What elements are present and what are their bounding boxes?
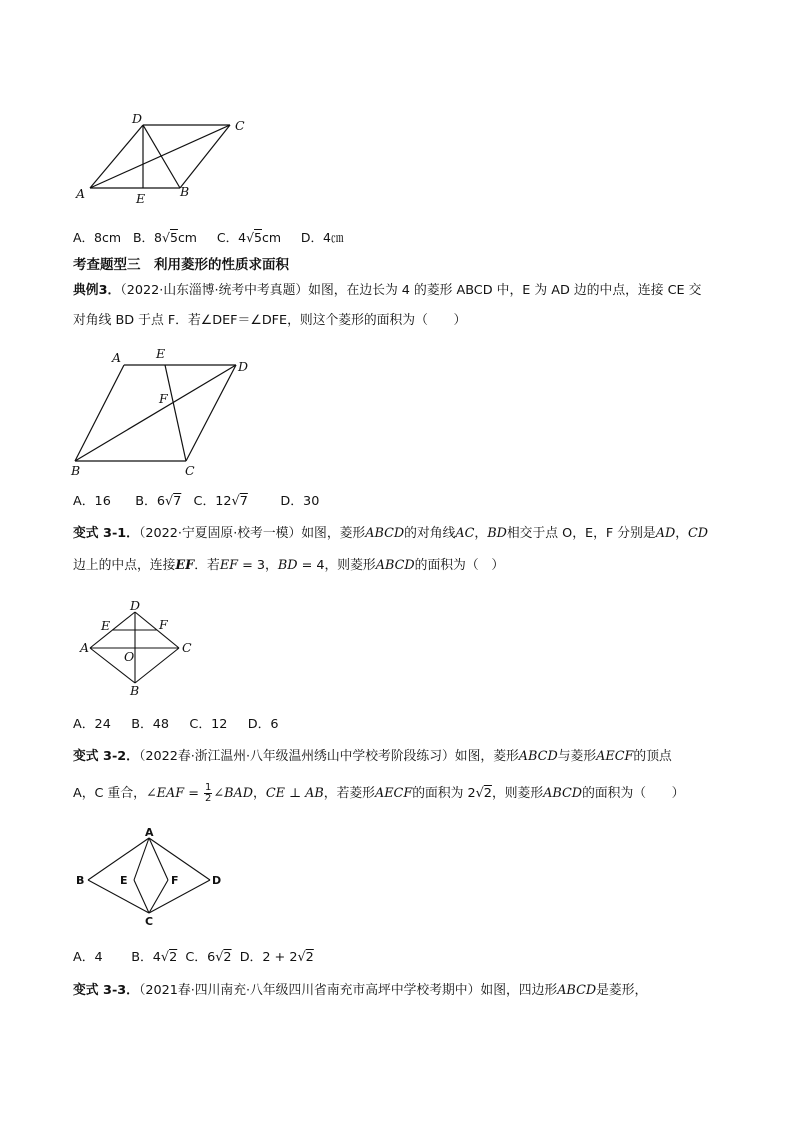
figure-variant-3-1	[75, 600, 205, 700]
fraction-one-half: $\frac{1}{2}$	[205, 782, 212, 804]
fig3-label-b: B	[130, 683, 140, 698]
v32-option-d: D．2 + 2√2	[239, 950, 314, 965]
fig2-label-d: D	[238, 359, 249, 374]
v32-option-b: B．4√2	[131, 950, 178, 965]
section-title: 考查题型三 利用菱形的性质求面积	[73, 257, 289, 273]
variant-3-2-line2: A，C 重合，∠EAF = $\frac{1}{2}$ ∠BAD，CE ⊥ AB，若菱形AECF的面积为 2√2，则菱形ABCD的面积为（ ）	[73, 782, 685, 804]
v32-option-a: A．4	[73, 950, 103, 965]
figure-example-3	[68, 345, 268, 480]
example-3-options	[73, 492, 319, 512]
fig3-label-d: D	[130, 598, 141, 613]
fig4-label-a: A	[145, 826, 154, 839]
variant-3-2-options	[73, 948, 314, 968]
fig3-label-a: A	[80, 640, 90, 655]
example-3-line1: 典例3．（2022·山东淄博·统考中考真题）如图，在边长为 4 的菱形 ABCD 中，E 为 AD 边的中点，连接 CE 交	[73, 283, 702, 298]
ex3-option-b: B．6√7	[135, 494, 182, 509]
example-3-line2: 对角线 BD 于点 F．若∠DEF＝∠DFE，则这个菱形的面积为（ ）	[73, 313, 467, 328]
ex3-option-a: A．16	[73, 494, 111, 509]
variant-3-3-label: 变式 3-3．	[73, 983, 139, 998]
fig1-label-c: C	[235, 118, 245, 133]
fig2-label-a: A	[112, 350, 122, 365]
figure-variant-3-2	[72, 826, 232, 928]
prev-option-c: C．4√5cm	[216, 230, 282, 245]
fig3-label-e: E	[101, 618, 111, 633]
fig2-label-e: E	[156, 346, 166, 361]
ex3-option-c: C．12√7	[193, 494, 248, 509]
v31-option-b: B．48	[131, 717, 170, 732]
v31-option-d: D．6	[247, 717, 279, 732]
example-3-label: 典例3．	[73, 283, 121, 298]
fig4-label-c: C	[145, 915, 154, 928]
fig3-label-o: O	[124, 649, 135, 664]
variant-3-1-label: 变式 3-1．	[73, 526, 139, 541]
fig3-label-c: C	[182, 640, 192, 655]
fig4-label-e: E	[120, 874, 128, 887]
variant-3-1-options	[73, 715, 279, 735]
prev-option-b: B．8√5cm	[132, 230, 197, 245]
variant-3-1-line1: 变式 3-1．（2022·宁夏固原·校考一模）如图，菱形ABCD的对角线AC，BD相交于点 O，E，F 分别是AD，CD	[73, 526, 709, 541]
prev-option-d: D．4㎝	[300, 230, 344, 245]
fig2-label-b: B	[71, 463, 81, 478]
fig1-label-e: E	[136, 191, 146, 206]
prev-question-options	[73, 228, 344, 248]
fig2-label-c: C	[185, 463, 195, 478]
v31-option-c: C．12	[189, 717, 228, 732]
prev-option-a: A．8cm	[73, 230, 122, 245]
v32-option-c: C．6√2	[185, 950, 232, 965]
ex3-option-d: D．30	[280, 494, 320, 509]
fig4-label-d: D	[212, 874, 222, 887]
fig1-label-d: D	[132, 111, 143, 126]
variant-3-2-label: 变式 3-2．	[73, 749, 139, 764]
fig1-label-a: A	[76, 186, 86, 201]
fig3-label-f: F	[159, 617, 168, 632]
variant-3-1-line2: 边上的中点，连接EF．若EF = 3，BD = 4，则菱形ABCD的面积为（ ）	[73, 558, 505, 573]
fig1-label-b: B	[180, 184, 190, 199]
v31-option-a: A．24	[73, 717, 111, 732]
fig4-label-b: B	[76, 874, 85, 887]
fig4-label-f: F	[171, 874, 179, 887]
figure-1-rhombus	[70, 108, 270, 208]
variant-3-2-line1: 变式 3-2．（2022春·浙江温州·八年级温州绣山中学校考阶段练习）如图，菱形ABCD与菱形AECF的顶点	[73, 749, 672, 764]
fig2-label-f: F	[159, 391, 168, 406]
variant-3-3-line1: 变式 3-3．（2021春·四川南充·八年级四川省南充市高坪中学校考期中）如图，四边形ABCD是菱形，	[73, 983, 648, 998]
